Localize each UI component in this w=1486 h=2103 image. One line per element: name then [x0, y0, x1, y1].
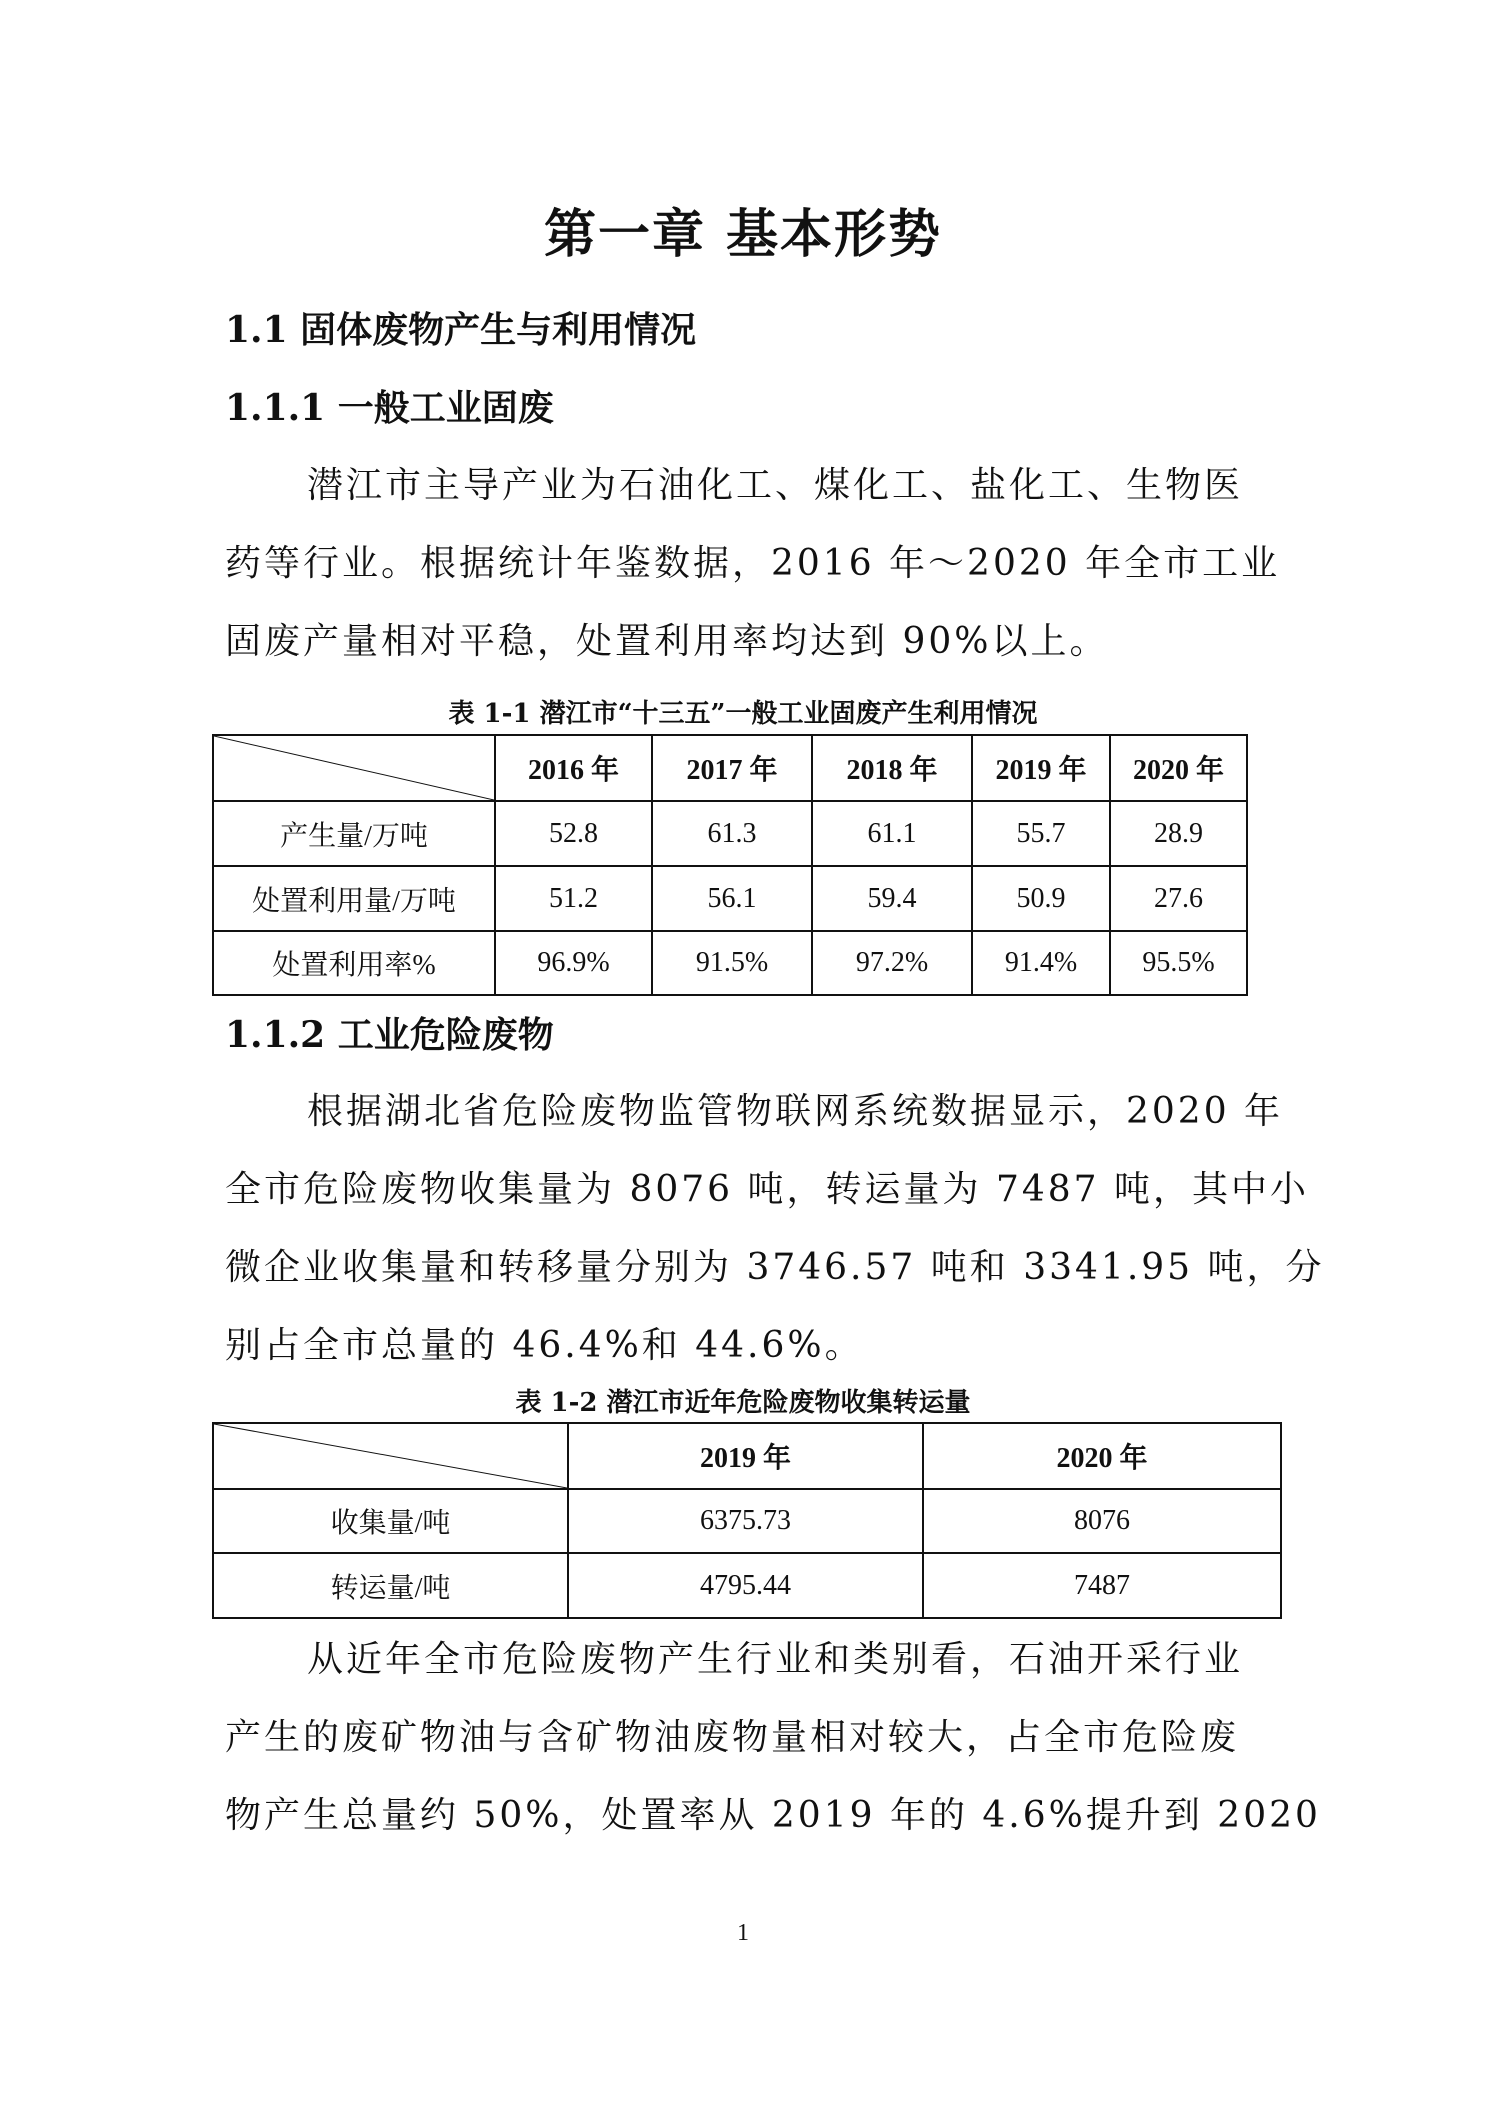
table-cell: 4795.44 [568, 1553, 923, 1618]
paragraph-line: 潜江市主导产业为石油化工、煤化工、盐化工、生物医 [307, 465, 1244, 506]
table-cell: 91.5% [652, 931, 812, 995]
diagonal-line [214, 1424, 567, 1488]
table-row [213, 931, 1247, 995]
column-header: 2019 年 [568, 1423, 923, 1489]
paragraph-line: 从近年全市危险废物产生行业和类别看，石油开采行业 [307, 1639, 1244, 1680]
paragraph-line: 药等行业。根据统计年鉴数据，2016 年～2020 年全市工业 [225, 543, 1281, 584]
paragraph-line: 根据湖北省危险废物监管物联网系统数据显示，2020 年 [307, 1091, 1284, 1132]
table-row [213, 1553, 1281, 1618]
table-cell: 50.9 [972, 866, 1110, 931]
table-hazardous-waste [212, 1422, 1282, 1619]
diagonal-line [214, 736, 494, 800]
paragraph-hazardous-waste [225, 1073, 1325, 1385]
paragraph-line: 微企业收集量和转移量分别为 3746.57 吨和 3341.95 吨，分 [225, 1247, 1325, 1288]
table-cell: 8076 [923, 1489, 1281, 1553]
table-row [213, 866, 1247, 931]
row-label: 产生量/万吨 [213, 801, 495, 866]
column-header: 2017 年 [652, 735, 812, 801]
column-header: 2020 年 [1110, 735, 1247, 801]
paragraph-line: 全市危险废物收集量为 8076 吨，转运量为 7487 吨，其中小 [225, 1169, 1310, 1210]
table-cell: 59.4 [812, 866, 972, 931]
table-header-row [213, 1423, 1281, 1489]
section-heading-1-1-2: 1.1.2 工业危险废物 [225, 1014, 554, 1056]
table-cell: 7487 [923, 1553, 1281, 1618]
table-cell: 95.5% [1110, 931, 1247, 995]
table-row [213, 1489, 1281, 1553]
paragraph-line: 产生的废矿物油与含矿物油废物量相对较大，占全市危险废 [225, 1717, 1240, 1758]
paragraph-hazardous-waste-categories [225, 1621, 1321, 1855]
diagonal-header-cell [213, 735, 495, 801]
paragraph-general-industrial-waste [225, 447, 1281, 681]
row-label: 转运量/吨 [213, 1553, 568, 1618]
page-number: 1 [737, 1920, 749, 1946]
table-cell: 6375.73 [568, 1489, 923, 1553]
paragraph-line: 别占全市总量的 46.4%和 44.6%。 [225, 1325, 864, 1366]
table-row [213, 801, 1247, 866]
diagonal-header-cell [213, 1423, 568, 1489]
column-header: 2019 年 [972, 735, 1110, 801]
paragraph-line: 固废产量相对平稳，处置利用率均达到 90%以上。 [225, 621, 1109, 662]
column-header: 2018 年 [812, 735, 972, 801]
column-header: 2016 年 [495, 735, 652, 801]
table-cell: 51.2 [495, 866, 652, 931]
row-label: 处置利用量/万吨 [213, 866, 495, 931]
table-cell: 61.1 [812, 801, 972, 866]
table-2-caption: 表 1-2 潜江市近年危险废物收集转运量 [515, 1388, 971, 1418]
table-cell: 52.8 [495, 801, 652, 866]
table-1-caption: 表 1-1 潜江市“十三五”一般工业固废产生利用情况 [448, 699, 1038, 729]
section-heading-1-1: 1.1 固体废物产生与利用情况 [225, 309, 697, 351]
column-header: 2020 年 [923, 1423, 1281, 1489]
table-cell: 56.1 [652, 866, 812, 931]
table-cell: 91.4% [972, 931, 1110, 995]
chapter-title: 第一章 基本形势 [543, 204, 943, 265]
row-label: 处置利用率% [213, 931, 495, 995]
table-cell: 55.7 [972, 801, 1110, 866]
table-cell: 28.9 [1110, 801, 1247, 866]
table-header-row [213, 735, 1247, 801]
table-cell: 27.6 [1110, 866, 1247, 931]
paragraph-line: 物产生总量约 50%，处置率从 2019 年的 4.6%提升到 2020 [225, 1795, 1321, 1836]
table-general-industrial-waste [212, 734, 1248, 996]
table-cell: 97.2% [812, 931, 972, 995]
row-label: 收集量/吨 [213, 1489, 568, 1553]
table-cell: 61.3 [652, 801, 812, 866]
section-heading-1-1-1: 1.1.1 一般工业固废 [225, 387, 554, 429]
table-cell: 96.9% [495, 931, 652, 995]
